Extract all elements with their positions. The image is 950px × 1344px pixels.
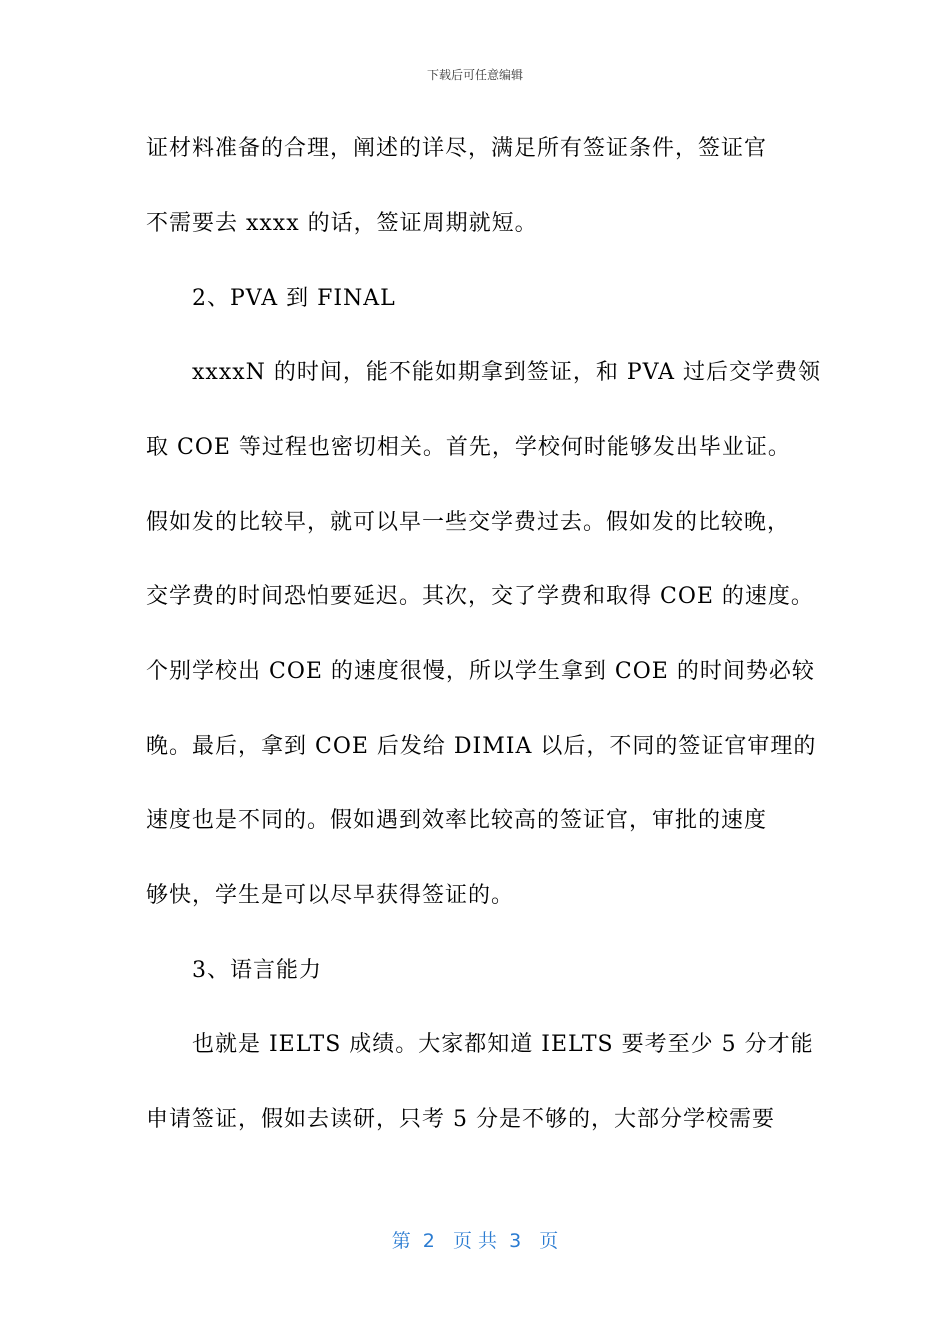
body-text-line: 也就是 IELTS 成绩。大家都知道 IELTS 要考至少 5 分才能 (192, 1032, 814, 1057)
section-heading: 3、语言能力 (192, 958, 322, 983)
body-text-line: xxxxN 的时间，能不能如期拿到签证，和 PVA 过后交学费领 (192, 360, 821, 385)
body-text-line: 个别学校出 COE 的速度很慢，所以学生拿到 COE 的时间势必较 (146, 659, 815, 684)
body-text-line: 取 COE 等过程也密切相关。首先，学校何时能够发出毕业证。 (146, 435, 791, 460)
body-text-line: 不需要去 xxxx 的话，签证周期就短。 (146, 211, 538, 236)
body-text-line: 假如发的比较早，就可以早一些交学费过去。假如发的比较晚， (146, 510, 791, 535)
body-text-line: 够快，学生是可以尽早获得签证的。 (146, 883, 515, 908)
page-header: 下载后可任意编辑 (426, 68, 523, 82)
body-text-line: 证材料准备的合理，阐述的详尽，满足所有签证条件，签证官 (146, 136, 768, 161)
body-text-line: 交学费的时间恐怕要延迟。其次，交了学费和取得 COE 的速度。 (146, 584, 814, 609)
body-text-line: 申请签证，假如去读研，只考 5 分是不够的，大部分学校需要 (146, 1107, 775, 1132)
body-text-line: 速度也是不同的。假如遇到效率比较高的签证官，审批的速度 (146, 808, 768, 833)
body-text-line: 晚。最后，拿到 COE 后发给 DIMIA 以后，不同的签证官审理的 (146, 734, 817, 759)
page-number-label: 第 2 页 共 3 页 (391, 1230, 559, 1252)
section-heading: 2、PVA 到 FINAL (192, 286, 396, 311)
page-footer (0, 1226, 950, 1253)
